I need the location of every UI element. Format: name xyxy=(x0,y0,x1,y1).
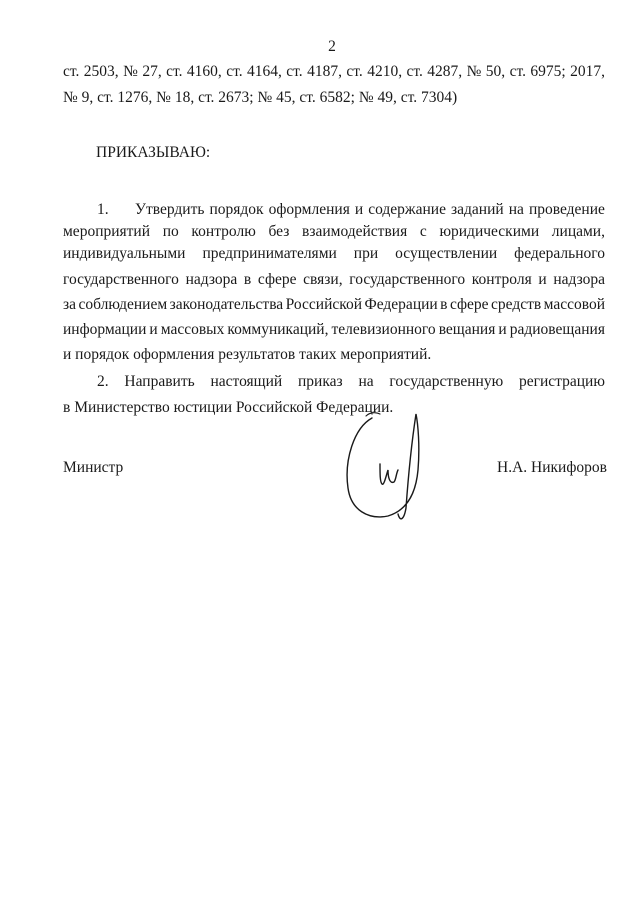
intro-line-1-word: № xyxy=(123,63,138,80)
item2-first-line-word: настоящий xyxy=(210,373,283,390)
item1-first-line-word: оформления xyxy=(268,201,350,218)
intro-line-1-word: 4287, xyxy=(427,63,463,80)
intro-line-1-word: 2017, xyxy=(570,63,605,80)
item1-line-3-word: индивидуальными xyxy=(63,245,186,262)
intro-line-1-word: № xyxy=(466,63,482,80)
intro-line-1-word: 27, xyxy=(142,63,162,80)
item1-line-6-word: радиовещания xyxy=(509,321,605,338)
item1-line-2-word: контролю xyxy=(191,223,256,240)
item1-line-2 xyxy=(63,222,605,242)
item1-line-2-word: с xyxy=(419,223,427,240)
intro-line-1 xyxy=(63,62,605,82)
item1-line-5-word: за xyxy=(63,296,77,313)
item1-first-line-word: Утвердить xyxy=(135,201,205,218)
item2-first-line xyxy=(97,372,605,392)
item1-first-line-word: и xyxy=(354,201,364,218)
item1-first-line xyxy=(135,200,605,220)
item1-line-5 xyxy=(63,295,605,315)
item1-line-6-word: массовых xyxy=(160,321,225,338)
intro-line-1-word: 50, xyxy=(485,63,506,80)
item2-first-line-word: 2. xyxy=(97,373,109,390)
intro-line-1-word: ст. xyxy=(63,63,80,80)
item1-first-line-word: порядок xyxy=(209,201,264,218)
item1-line-5-word: Российской xyxy=(285,296,363,313)
item1-first-line-word: заданий xyxy=(451,201,504,218)
item1-line-3-word: федерального xyxy=(514,245,605,262)
item1-line-3 xyxy=(63,244,605,264)
item1-line-2-word: по xyxy=(162,223,179,240)
item1-line-6 xyxy=(63,320,605,340)
intro-line-2: № 9, ст. 1276, № 18, ст. 2673; № 45, ст. 6582; № 49, ст. 7304) xyxy=(63,89,458,106)
intro-line-1-word: ст. xyxy=(346,63,363,80)
item1-first-line-word: на xyxy=(508,201,524,218)
item1-line-5-word: соблюдением xyxy=(78,296,168,313)
intro-line-1-word: ст. xyxy=(286,63,303,80)
item1-line-5-word: Федерации xyxy=(364,296,438,313)
item2-first-line-word: на xyxy=(358,373,374,390)
item1-line-4-word: в xyxy=(243,271,252,288)
page-number: 2 xyxy=(328,38,336,55)
item1-line-2-word: мероприятий xyxy=(63,223,151,240)
item2-first-line-word: приказ xyxy=(298,373,343,390)
item1-line-4-word: надзора xyxy=(553,271,605,288)
item2-first-line-word: регистрацию xyxy=(518,373,605,390)
item1-number: 1. xyxy=(97,201,109,218)
item1-line-3-word: осуществлении xyxy=(395,245,498,262)
item1-line-2-word: лицами, xyxy=(551,223,605,240)
item1-line-2-word: взаимодействия xyxy=(302,223,408,240)
item1-line-5-word: сфере xyxy=(449,296,489,313)
item1-line-6-word: информации xyxy=(63,321,147,338)
intro-line-1-word: 6975; xyxy=(530,63,566,80)
item1-first-line-word: проведение xyxy=(528,201,605,218)
item1-line-4-word: сфере xyxy=(257,271,297,288)
item1-line-4-word: государственного xyxy=(63,271,179,288)
item2-first-line-word: государственную xyxy=(389,373,504,390)
item1-line-4-word: контроля xyxy=(471,271,532,288)
intro-line-1-word: 4210, xyxy=(367,63,403,80)
item1-line-6-word: и xyxy=(498,321,507,338)
item1-line-4-word: связи, xyxy=(303,271,343,288)
item1-first-line-word: содержание xyxy=(368,201,446,218)
item1-line-4-word: государственного xyxy=(349,271,466,288)
item1-line-4-word: и xyxy=(538,271,547,288)
item1-last-line: и порядок оформления результатов таких мероприятий. xyxy=(63,346,432,363)
item1-line-3-word: при xyxy=(353,245,379,262)
intro-line-1-word: 4187, xyxy=(307,63,342,80)
item1-line-4 xyxy=(63,270,605,290)
intro-line-1-word: 2503, xyxy=(83,63,119,80)
item1-line-5-word: массовой xyxy=(543,296,605,313)
item1-line-6-word: вещания xyxy=(438,321,496,338)
item1-line-2-word: без xyxy=(268,223,290,240)
handwritten-signature xyxy=(336,410,426,525)
intro-line-1-word: ст. xyxy=(226,63,243,80)
order-heading: ПРИКАЗЫВАЮ: xyxy=(96,144,211,161)
intro-line-1-word: ст. xyxy=(406,63,423,80)
item2-last-line: в Министерство юстиции Российской Федерации. xyxy=(63,399,394,416)
intro-line-1-word: 4160, xyxy=(186,63,222,80)
item1-line-5-word: законодательства xyxy=(169,296,284,313)
item1-line-6-word: и xyxy=(149,321,158,338)
intro-line-1-word: 4164, xyxy=(247,63,282,80)
item2-first-line-word: Направить xyxy=(124,373,195,390)
item1-line-3-word: предпринимателями xyxy=(202,245,337,262)
item1-line-4-word: надзора xyxy=(185,271,238,288)
item1-line-5-word: в xyxy=(440,296,448,313)
item1-line-6-word: телевизионного xyxy=(331,321,436,338)
intro-line-1-word: ст. xyxy=(166,63,183,80)
item1-line-5-word: средств xyxy=(491,296,542,313)
intro-line-1-word: ст. xyxy=(509,63,526,80)
signatory-position: Министр xyxy=(63,459,124,476)
signatory-name: Н.А. Никифоров xyxy=(497,459,607,476)
item1-line-2-word: юридическими xyxy=(439,223,540,240)
item1-line-6-word: коммуникаций, xyxy=(227,321,329,338)
